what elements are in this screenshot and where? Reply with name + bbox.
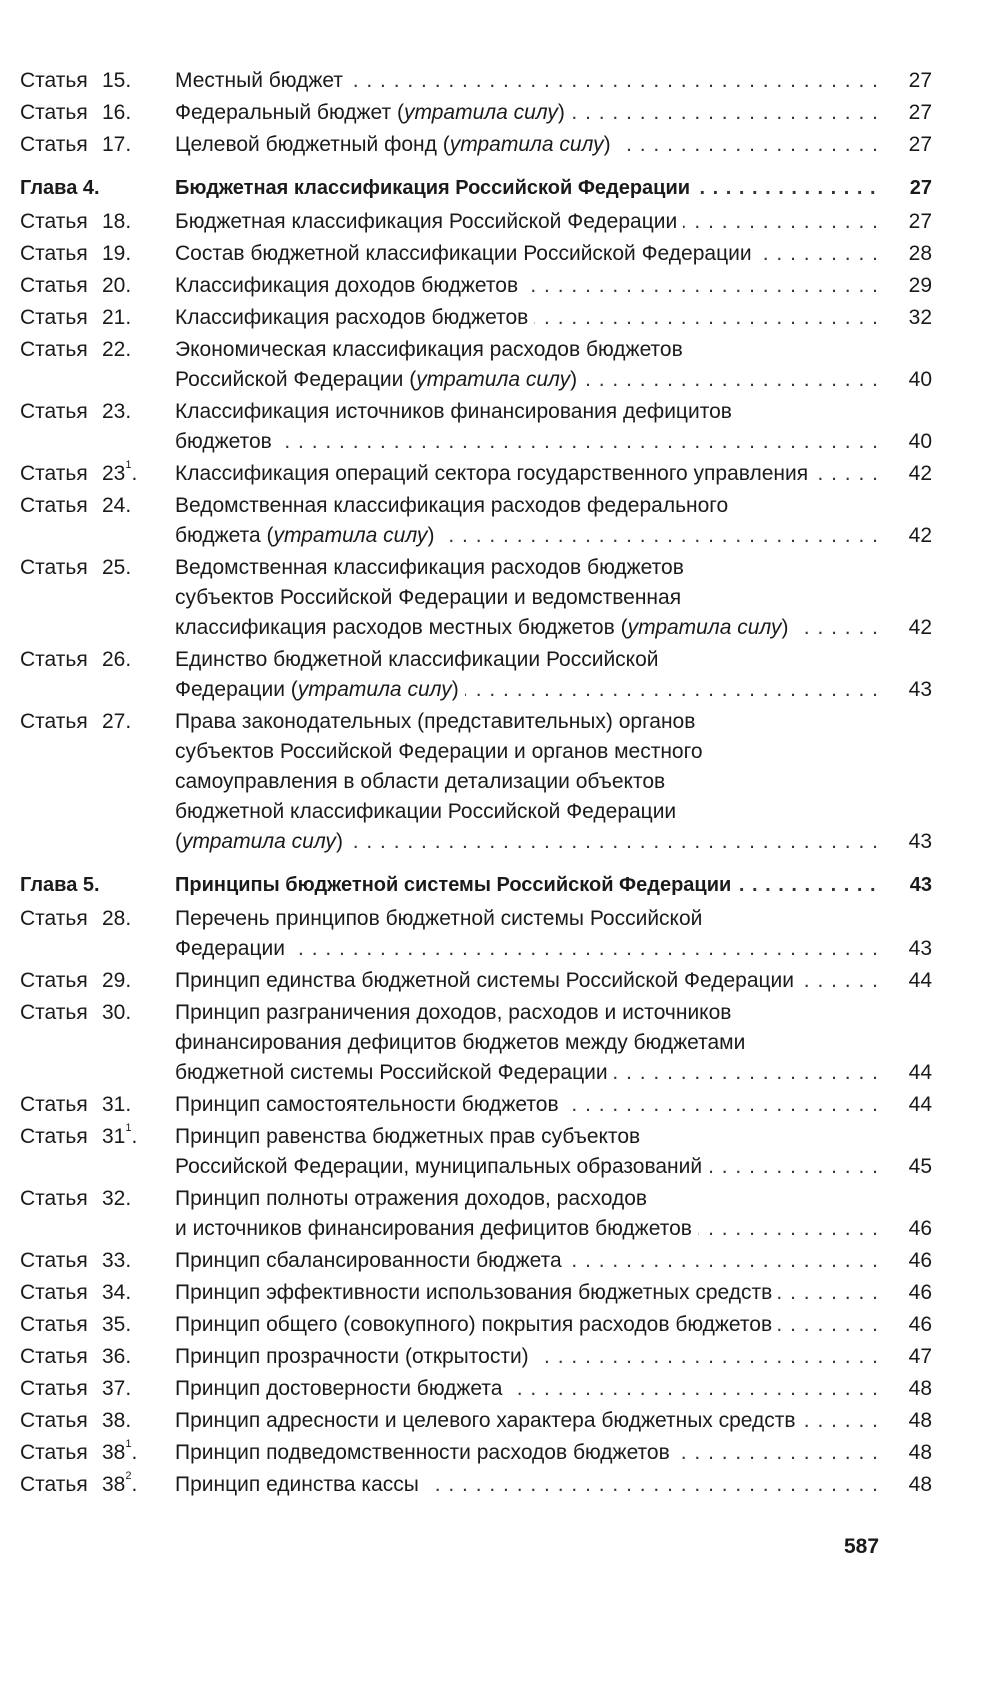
entry-title-line: бюджетной системы Российской Федерации . . .	[175, 1058, 888, 1088]
toc-article-entry	[20, 1342, 932, 1372]
article-number: 32.	[102, 1187, 132, 1210]
entry-title-line: Права законодательных (представительных) органов	[175, 710, 696, 733]
entry-title-line: Принцип достоверности бюджета . . .	[175, 1374, 888, 1404]
entry-title	[175, 1310, 888, 1340]
article-number: 17.	[102, 133, 132, 156]
entry-label	[20, 1470, 175, 1500]
entry-title-line: Принцип адресности и целевого характера бюджетных средств . . .	[175, 1406, 888, 1436]
article-word: Статья	[20, 1001, 88, 1024]
entry-title-line: Принципы бюджетной системы Российской Федерации . . .	[175, 870, 888, 900]
entry-label	[20, 1342, 175, 1372]
entry-title	[175, 459, 888, 489]
entry-title-line: самоуправления в области детализации объектов	[175, 770, 666, 793]
toc-article-entry	[20, 645, 932, 705]
article-number: $38^1$.	[102, 1438, 138, 1464]
entry-label	[20, 397, 175, 457]
article-word: Статья	[20, 648, 88, 671]
entry-page-number: 44	[908, 969, 932, 992]
article-word: Статья	[20, 1377, 88, 1400]
entry-page-number: 46	[908, 1249, 932, 1272]
entry-page-number: 28	[908, 242, 932, 265]
entry-title-line: Принцип полноты отражения доходов, расходов	[175, 1187, 648, 1210]
entry-title-line: субъектов Российской Федерации и органов местного	[175, 740, 703, 763]
entry-title	[175, 1122, 888, 1182]
article-number: 29.	[102, 969, 132, 992]
entry-page-number: 48	[908, 1441, 932, 1464]
toc-article-entry	[20, 239, 932, 269]
article-number: 37.	[102, 1377, 132, 1400]
toc-article-entry	[20, 98, 932, 128]
entry-title	[175, 904, 888, 964]
article-word: Статья	[20, 274, 88, 297]
article-word: Статья	[20, 462, 88, 485]
article-number: 35.	[102, 1313, 132, 1336]
entry-title	[175, 1406, 888, 1436]
article-number: 23.	[102, 400, 132, 423]
entry-page-number: 42	[908, 616, 932, 639]
toc-article-entry	[20, 303, 932, 333]
entry-title-line: финансирования дефицитов бюджетов между бюджетами	[175, 1031, 746, 1054]
entry-page-number: 46	[908, 1281, 932, 1304]
article-word: Статья	[20, 242, 88, 265]
entry-title-line: Принцип общего (совокупного) покрытия расходов бюджетов . . .	[175, 1310, 888, 1340]
entry-title-line: Классификация доходов бюджетов . . .	[175, 271, 888, 301]
article-number: 31.	[102, 1093, 132, 1116]
article-word: Статья	[20, 969, 88, 992]
entry-title-line: Принцип единства кассы . . .	[175, 1470, 888, 1500]
entry-page-number: 27	[908, 69, 932, 92]
article-word: Статья	[20, 1345, 88, 1368]
toc-article-entry	[20, 904, 932, 964]
entry-page-number: 43	[909, 874, 932, 896]
article-number: 24.	[102, 494, 132, 517]
article-number: 27.	[102, 710, 132, 733]
article-word: Статья	[20, 306, 88, 329]
entry-title-line: Принцип прозрачности (открытости) . . .	[175, 1342, 888, 1372]
entry-title	[175, 303, 888, 333]
article-number: 33.	[102, 1249, 132, 1272]
entry-title-line: классификация расходов местных бюджетов (утратила силу) . . .	[175, 613, 888, 643]
toc-article-entry	[20, 1470, 932, 1500]
entry-label	[20, 207, 175, 237]
article-number: 16.	[102, 101, 132, 124]
article-word: Статья	[20, 1441, 88, 1464]
entry-label	[20, 1278, 175, 1308]
entry-title-line: Принцип единства бюджетной системы Российской Федерации . . .	[175, 966, 888, 996]
entry-title-line: Перечень принципов бюджетной системы Российской	[175, 907, 703, 930]
entry-title	[175, 1090, 888, 1120]
entry-title-line: Классификация источников финансирования дефицитов	[175, 400, 732, 423]
entry-page-number: 42	[908, 524, 932, 547]
entry-title-line: Состав бюджетной классификации Российской Федерации . . .	[175, 239, 888, 269]
toc-chapter-entry	[20, 870, 932, 900]
toc-article-entry	[20, 459, 932, 489]
entry-page-number: 27	[909, 177, 932, 199]
entry-title	[175, 1470, 888, 1500]
toc-article-entry	[20, 1122, 932, 1182]
entry-title	[175, 335, 888, 395]
article-word: Статья	[20, 1187, 88, 1210]
toc-article-entry	[20, 1278, 932, 1308]
toc-article-entry	[20, 553, 932, 643]
toc-article-entry	[20, 1374, 932, 1404]
article-number: $23^1$.	[102, 459, 138, 485]
entry-page-number: 42	[908, 462, 932, 485]
article-number: 26.	[102, 648, 132, 671]
entry-page-number: 40	[908, 368, 932, 391]
entry-page-number: 40	[908, 430, 932, 453]
entry-title-line: субъектов Российской Федерации и ведомственная	[175, 586, 682, 609]
entry-title	[175, 207, 888, 237]
article-word: Статья	[20, 400, 88, 423]
entry-title	[175, 707, 888, 857]
entry-label	[20, 904, 175, 964]
entry-title	[175, 645, 888, 705]
toc-article-entry	[20, 130, 932, 160]
entry-title-line: и источников финансирования дефицитов бюджетов . . .	[175, 1214, 888, 1244]
entry-title-line: Единство бюджетной классификации Российской	[175, 648, 659, 671]
entry-label	[20, 1310, 175, 1340]
entry-title	[175, 870, 888, 900]
article-number: $38^2$.	[102, 1470, 138, 1496]
entry-title-line: Российской Федерации (утратила силу) . . .	[175, 365, 888, 395]
entry-title	[175, 397, 888, 457]
article-word: Статья	[20, 556, 88, 579]
entry-label	[20, 553, 175, 643]
entry-title	[175, 271, 888, 301]
entry-label	[20, 98, 175, 128]
entry-page-number: 48	[908, 1409, 932, 1432]
entry-title	[175, 1246, 888, 1276]
article-number: 19.	[102, 242, 132, 265]
entry-title-line: бюджетов . . .	[175, 427, 888, 457]
entry-label	[20, 239, 175, 269]
table-of-contents	[20, 66, 932, 1502]
entry-title	[175, 239, 888, 269]
entry-title-line: Классификация операций сектора государственного управления . . .	[175, 459, 888, 489]
entry-title-line: Принцип сбалансированности бюджета . . .	[175, 1246, 888, 1276]
toc-article-entry	[20, 707, 932, 857]
entry-title-line: Экономическая классификация расходов бюджетов	[175, 338, 683, 361]
article-number: $31^1$.	[102, 1122, 138, 1148]
entry-page-number: 44	[908, 1061, 932, 1084]
article-word: Статья	[20, 907, 88, 930]
entry-label	[20, 707, 175, 857]
article-word: Статья	[20, 1125, 88, 1148]
entry-title	[175, 98, 888, 128]
entry-title-line: Принцип подведомственности расходов бюджетов . . .	[175, 1438, 888, 1468]
entry-page-number: 46	[908, 1313, 932, 1336]
entry-title-line: Федеральный бюджет (утратила силу) . . .	[175, 98, 888, 128]
entry-page-number: 45	[908, 1155, 932, 1178]
chapter-label: Глава 5.	[20, 874, 100, 896]
toc-article-entry	[20, 271, 932, 301]
article-number: 20.	[102, 274, 132, 297]
entry-page-number: 43	[908, 678, 932, 701]
entry-title-line: Федерации . . .	[175, 934, 888, 964]
entry-page-number: 43	[908, 830, 932, 853]
entry-title-line: Федерации (утратила силу) . . .	[175, 675, 888, 705]
entry-label	[20, 459, 175, 489]
article-word: Статья	[20, 101, 88, 124]
entry-title-line: Местный бюджет . . .	[175, 66, 888, 96]
entry-title	[175, 66, 888, 96]
entry-label	[20, 870, 175, 900]
entry-page-number: 46	[908, 1217, 932, 1240]
toc-article-entry	[20, 1438, 932, 1468]
article-word: Статья	[20, 1249, 88, 1272]
entry-label	[20, 998, 175, 1088]
article-number: 22.	[102, 338, 132, 361]
toc-article-entry	[20, 1090, 932, 1120]
article-word: Статья	[20, 1313, 88, 1336]
entry-label	[20, 1090, 175, 1120]
entry-page-number: 48	[908, 1473, 932, 1496]
article-number: 21.	[102, 306, 132, 329]
page-number: 587	[844, 1535, 880, 1558]
toc-article-entry	[20, 491, 932, 551]
entry-title-line: Бюджетная классификация Российской Федерации . . .	[175, 207, 888, 237]
entry-title	[175, 1342, 888, 1372]
entry-title	[175, 1374, 888, 1404]
entry-page-number: 27	[908, 210, 932, 233]
toc-article-entry	[20, 397, 932, 457]
toc-chapter-entry	[20, 173, 932, 203]
toc-article-entry	[20, 66, 932, 96]
article-number: 34.	[102, 1281, 132, 1304]
entry-label	[20, 1122, 175, 1182]
entry-page-number: 47	[908, 1345, 932, 1368]
article-word: Статья	[20, 1473, 88, 1496]
entry-title	[175, 173, 888, 203]
entry-page-number: 48	[908, 1377, 932, 1400]
entry-page-number: 29	[908, 274, 932, 297]
entry-label	[20, 1438, 175, 1468]
entry-title-line: Ведомственная классификация расходов бюджетов	[175, 556, 684, 579]
entry-title	[175, 1438, 888, 1468]
entry-label	[20, 303, 175, 333]
entry-label	[20, 335, 175, 395]
toc-article-entry	[20, 1310, 932, 1340]
entry-page-number: 43	[908, 937, 932, 960]
toc-article-entry	[20, 335, 932, 395]
entry-page-number: 27	[908, 101, 932, 124]
entry-label	[20, 491, 175, 551]
article-number: 38.	[102, 1409, 132, 1432]
entry-title	[175, 491, 888, 551]
article-number: 15.	[102, 69, 132, 92]
chapter-label: Глава 4.	[20, 177, 100, 199]
article-word: Статья	[20, 338, 88, 361]
article-number: 36.	[102, 1345, 132, 1368]
entry-title-line: Классификация расходов бюджетов . . .	[175, 303, 888, 333]
entry-page-number: 27	[908, 133, 932, 156]
article-number: 28.	[102, 907, 132, 930]
entry-label	[20, 271, 175, 301]
entry-label	[20, 1184, 175, 1244]
entry-title-line: бюджета (утратила силу) . . .	[175, 521, 888, 551]
toc-article-entry	[20, 1246, 932, 1276]
entry-title	[175, 1278, 888, 1308]
entry-title-line: (утратила силу) . . .	[175, 827, 888, 857]
toc-article-entry	[20, 966, 932, 996]
entry-title	[175, 998, 888, 1088]
toc-article-entry	[20, 998, 932, 1088]
toc-article-entry	[20, 1184, 932, 1244]
article-word: Статья	[20, 210, 88, 233]
entry-title	[175, 130, 888, 160]
entry-label	[20, 1406, 175, 1436]
entry-title-line: Принцип разграничения доходов, расходов и источников	[175, 1001, 732, 1024]
entry-label	[20, 966, 175, 996]
entry-title-line: Российской Федерации, муниципальных образований . . .	[175, 1152, 888, 1182]
entry-title	[175, 553, 888, 643]
entry-title-line: Принцип равенства бюджетных прав субъектов	[175, 1125, 641, 1148]
entry-title	[175, 1184, 888, 1244]
entry-title-line: Принцип самостоятельности бюджетов . . .	[175, 1090, 888, 1120]
article-word: Статья	[20, 69, 88, 92]
entry-title	[175, 966, 888, 996]
article-number: 30.	[102, 1001, 132, 1024]
entry-label	[20, 173, 175, 203]
entry-label	[20, 645, 175, 705]
entry-page-number: 32	[908, 306, 932, 329]
article-number: 25.	[102, 556, 132, 579]
article-word: Статья	[20, 1093, 88, 1116]
article-word: Статья	[20, 494, 88, 517]
entry-title-line: Принцип эффективности использования бюджетных средств . . .	[175, 1278, 888, 1308]
toc-article-entry	[20, 207, 932, 237]
entry-label	[20, 1246, 175, 1276]
entry-page-number: 44	[908, 1093, 932, 1116]
entry-title-line: Бюджетная классификация Российской Федерации . . .	[175, 173, 888, 203]
article-word: Статья	[20, 1281, 88, 1304]
entry-label	[20, 1374, 175, 1404]
entry-title-line: Ведомственная классификация расходов федерального	[175, 494, 729, 517]
article-word: Статья	[20, 133, 88, 156]
entry-label	[20, 130, 175, 160]
article-word: Статья	[20, 1409, 88, 1432]
article-number: 18.	[102, 210, 132, 233]
entry-label	[20, 66, 175, 96]
toc-article-entry	[20, 1406, 932, 1436]
entry-title-line: Целевой бюджетный фонд (утратила силу) . . .	[175, 130, 888, 160]
entry-title-line: бюджетной классификации Российской Федерации	[175, 800, 677, 823]
article-word: Статья	[20, 710, 88, 733]
